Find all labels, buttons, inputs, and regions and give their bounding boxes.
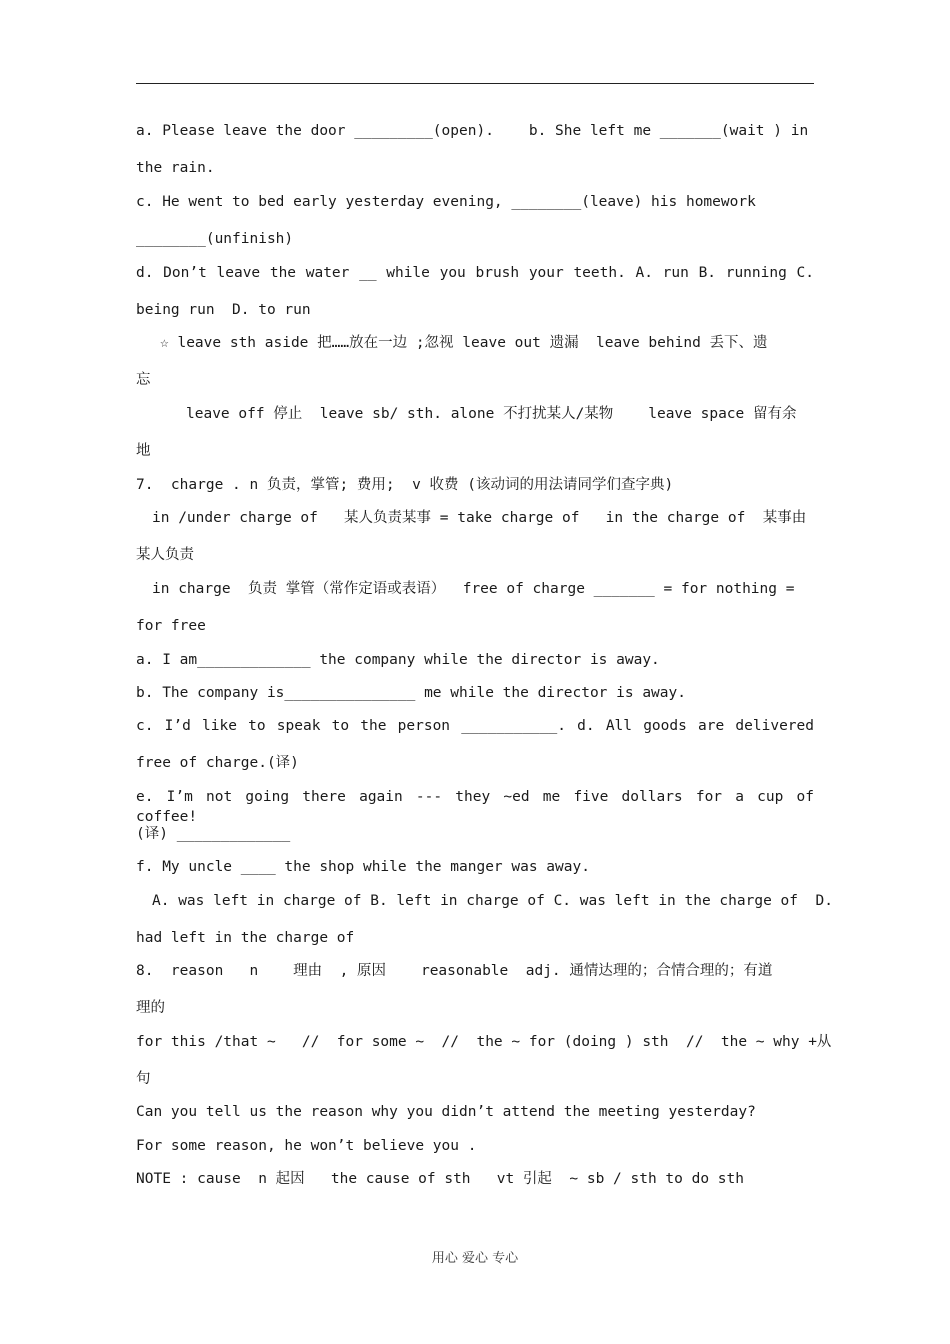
text-line-content: the rain.	[136, 160, 215, 176]
text-line-content: leave off 停止 leave sb/ sth. alone 不打扰某人/某物 leave space 留有余	[186, 406, 797, 422]
text-line-content: 忘	[136, 372, 151, 388]
text-line-content: e. I’m not going there again --- they ~ed me five dollars for a cup of coffee!	[136, 789, 814, 825]
header-rule	[136, 83, 814, 84]
text-line-content: ☆ leave sth aside 把……放在一边 ;忽视 leave out 遗漏 leave behind 丢下、遗	[160, 335, 768, 351]
text-line-content: in charge 负责 掌管（常作定语或表语） free of charge _______ = for nothing =	[152, 581, 795, 597]
text-line-content: ________(unfinish)	[136, 231, 294, 247]
text-line-content: 7. charge . n 负责，掌管; 费用; v 收费 (该动词的用法请同学们查字典)	[136, 477, 674, 493]
text-line-content: f. My uncle ____ the shop while the manger was away.	[136, 859, 590, 875]
text-line-content: 某人负责	[136, 547, 194, 563]
text-line-content: being run D. to run	[136, 302, 311, 318]
text-line-content: d. Don’t leave the water __ while you brush your teeth. A. run B. running C.	[136, 265, 814, 281]
text-line-content: 8. reason n 理由 , 原因 reasonable adj. 通情达理的；合情合理的；有道	[136, 963, 773, 979]
text-line-content: c. I’d like to speak to the person ___________. d. All goods are delivered	[136, 718, 814, 734]
text-line-content: Can you tell us the reason why you didn’t attend the meeting yesterday?	[136, 1104, 756, 1120]
text-line-content: for free	[136, 618, 206, 634]
page-footer: 用心 爱心 专心	[431, 1251, 519, 1266]
text-line-content: 句	[136, 1071, 151, 1087]
text-line-content: a. Please leave the door _________(open). b. She left me _______(wait ) in	[136, 123, 809, 139]
text-line-content: had left in the charge of	[136, 930, 355, 946]
text-line-content: 地	[136, 443, 151, 459]
text-line-content: For some reason, he won’t believe you .	[136, 1138, 477, 1154]
text-line-content: free of charge.(译)	[136, 755, 299, 771]
text-line-content: NOTE : cause n 起因 the cause of sth vt 引起 ~ sb / sth to do sth	[136, 1171, 744, 1187]
text-line-content: (译) _____________	[136, 826, 291, 842]
text-line-content: b. The company is_______________ me while the director is away.	[136, 685, 686, 701]
text-line-content: a. I am_____________ the company while the director is away.	[136, 652, 660, 668]
text-line-content: c. He went to bed early yesterday evening, ________(leave) his homework	[136, 194, 756, 210]
text-line-content: in /under charge of 某人负责某事 = take charge of in the charge of 某事由	[152, 510, 807, 526]
text-line-content: 理的	[136, 1000, 165, 1016]
text-line-content: for this /that ~ // for some ~ // the ~ for (doing ) sth // the ~ why +从	[136, 1034, 832, 1050]
text-line-content: A. was left in charge of B. left in charge of C. was left in the charge of D.	[152, 893, 833, 909]
